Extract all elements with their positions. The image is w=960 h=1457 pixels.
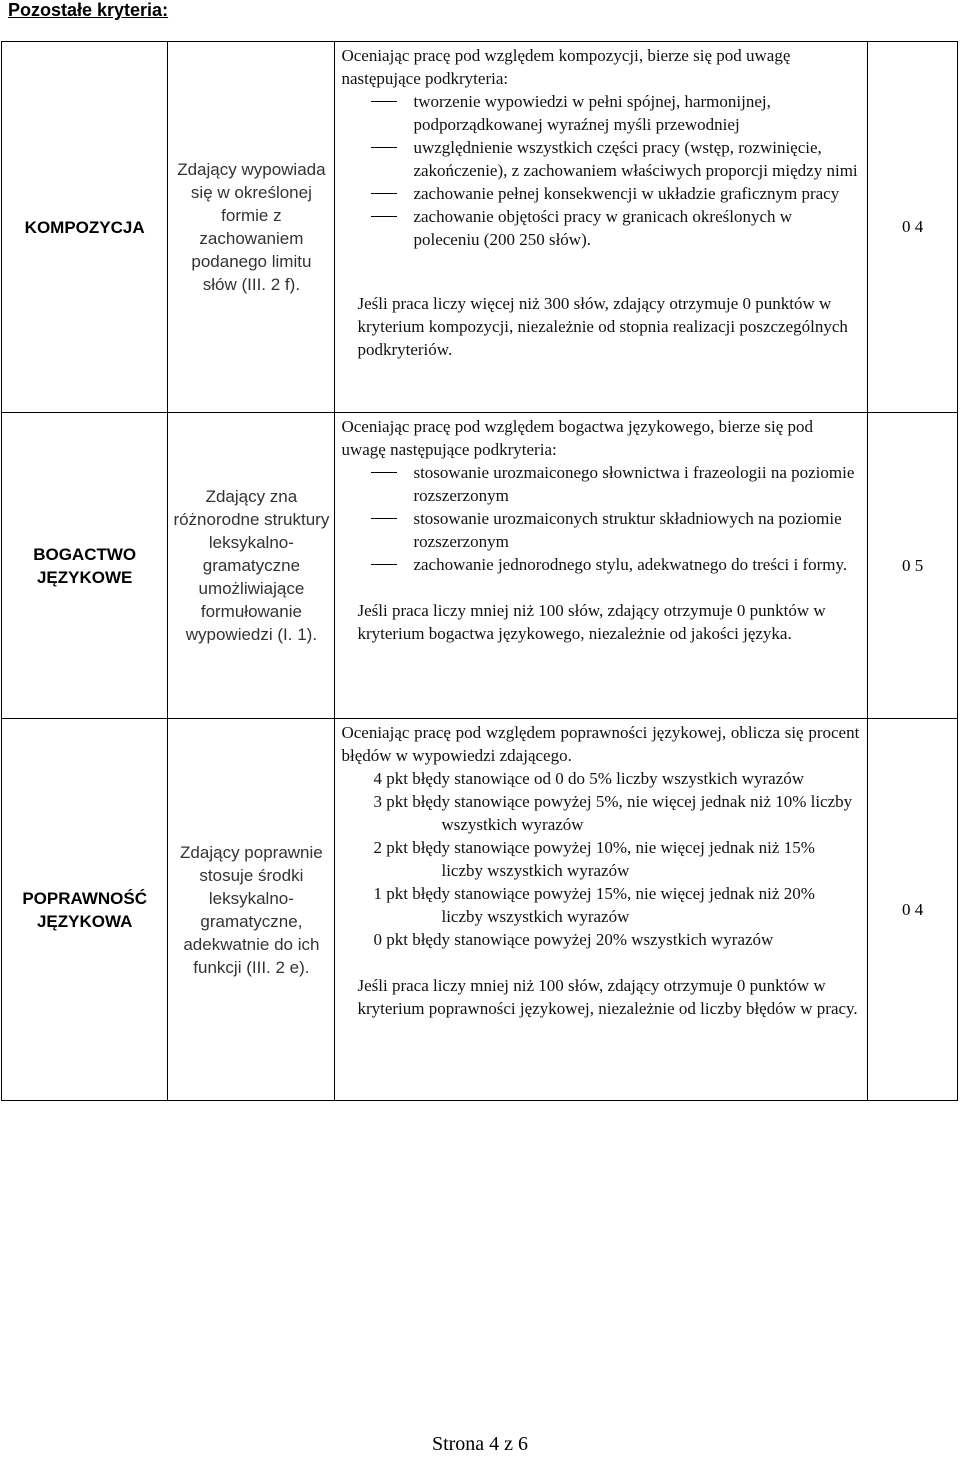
list-item: uwzględnienie wszystkich części pracy (wstęp, rozwinięcie, zakończenie), z zachowaniem właściwych proporcji między nimi [341,136,859,182]
description-note: Jeśli praca liczy mniej niż 100 słów, zdający otrzymuje 0 punktów w kryterium bogactwa językowego, niezależnie od jakości języka. [357,601,826,643]
criterion-name: POPRAWNOŚĆ JĘZYKOWA [2,719,168,1101]
list-item: 4 pkt błędy stanowiące od 0 do 5% liczby wszystkich wyrazów [373,769,805,788]
section-heading: Pozostałe kryteria: [8,0,169,20]
criterion-description [335,719,868,1101]
list-item: 0 pkt błędy stanowiące powyżej 20% wszystkich wyrazów [373,930,774,949]
point-scale-list [341,767,859,951]
list-item: tworzenie wypowiedzi w pełni spójnej, harmonijnej, podporządkowanej wyraźnej myśli przewodniej [341,90,859,136]
description-intro: Oceniając pracę pod względem bogactwa językowego, bierze się pod uwagę następujące podkryteria: [341,417,814,459]
criterion-requirement: Zdający zna różnorodne struktury leksykalno-gramatyczne umożliwiające formułowanie wypowiedzi (I. 1). [168,413,335,719]
page-number: Strona 4 z 6 [431,1433,529,1455]
list-item: zachowanie jednorodnego stylu, adekwatnego do treści i formy. [341,553,859,576]
description-intro: Oceniając pracę pod względem kompozycji, bierze się pod uwagę następujące podkryteria: [341,46,791,88]
criterion-description [335,413,868,719]
points-range: 0 4 [868,42,958,413]
description-note: Jeśli praca liczy więcej niż 300 słów, zdający otrzymuje 0 punktów w kryterium kompozycji, niezależnie od stopnia realizacji poszczególnych podkryteriów. [357,294,848,359]
subcriteria-list [341,90,859,251]
table-row [2,719,958,1101]
criterion-requirement: Zdający wypowiada się w określonej formie z zachowaniem podanego limitu słów (III. 2 f). [168,42,335,413]
list-item: stosowanie urozmaiconego słownictwa i frazeologii na poziomie rozszerzonym [341,461,859,507]
points-range: 0 4 [868,719,958,1101]
criterion-description [335,42,868,413]
points-range: 0 5 [868,413,958,719]
description-intro: Oceniając pracę pod względem poprawności językowej, oblicza się procent błędów w wypowiedzi zdającego. [341,723,860,765]
list-item: zachowanie objętości pracy w granicach określonych w poleceniu (200 250 słów). [341,205,859,251]
list-item: zachowanie pełnej konsekwencji w układzie graficznym pracy [341,182,859,205]
criterion-requirement: Zdający poprawnie stosuje środki leksykalno-gramatyczne, adekwatnie do ich funkcji (III. 2 e). [168,719,335,1101]
subcriteria-list [341,461,859,576]
criteria-table [1,41,958,1101]
list-item: 2 pkt błędy stanowiące powyżej 10%, nie więcej jednak niż 15% liczby wszystkich wyrazów [373,838,815,880]
description-note: Jeśli praca liczy mniej niż 100 słów, zdający otrzymuje 0 punktów w kryterium poprawności językowej, niezależnie od liczby błędów w pracy. [357,976,858,1018]
table-row [2,42,958,413]
criterion-name: KOMPOZYCJA [2,42,168,413]
list-item: 3 pkt błędy stanowiące powyżej 5%, nie więcej jednak niż 10% liczby wszystkich wyrazów [373,792,853,834]
list-item: stosowanie urozmaiconych struktur składniowych na poziomie rozszerzonym [341,507,859,553]
criterion-name: BOGACTWO JĘZYKOWE [2,413,168,719]
table-row [2,413,958,719]
list-item: 1 pkt błędy stanowiące powyżej 15%, nie więcej jednak niż 20% liczby wszystkich wyrazów [373,884,815,926]
